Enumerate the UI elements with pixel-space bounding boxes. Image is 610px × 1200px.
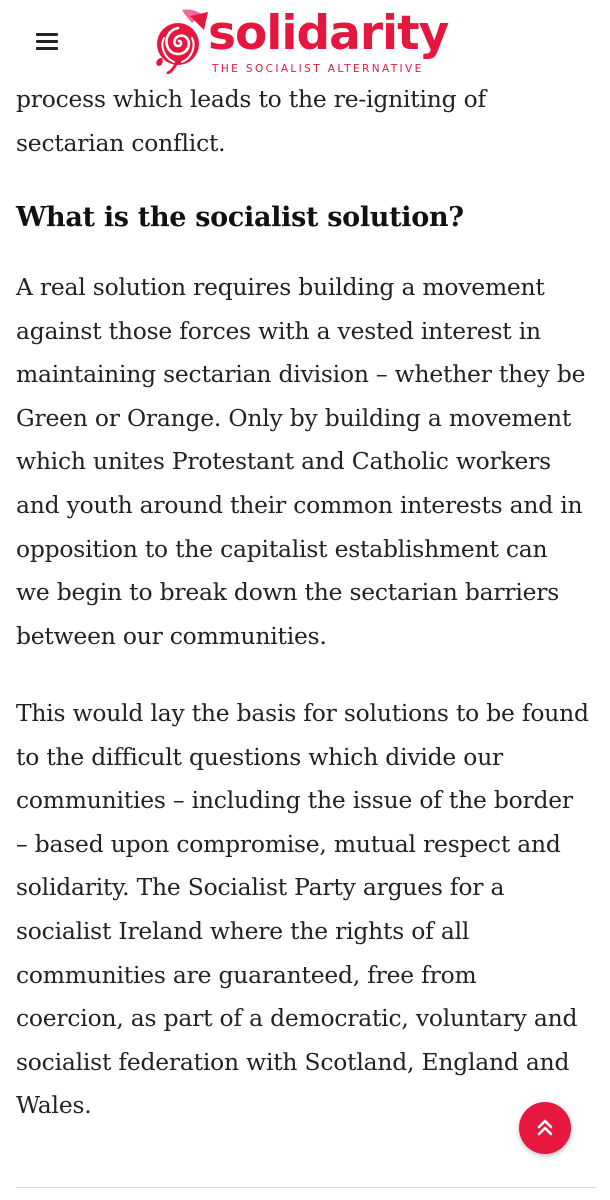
text-line: which unites Protestant and Catholic workers <box>16 447 551 476</box>
text-line: we begin to break down the sectarian barriers <box>16 578 560 607</box>
hamburger-menu-icon <box>36 33 58 36</box>
double-chevron-up-icon <box>535 1117 555 1139</box>
text-line: between our communities. <box>16 621 327 650</box>
hamburger-menu-icon-middle <box>36 40 58 43</box>
logo-tagline: THE SOCIALIST ALTERNATIVE <box>212 63 424 75</box>
section-heading: What is the socialist solution? <box>16 202 464 233</box>
text-line: to the difficult questions which divide our <box>16 742 504 771</box>
text-line: maintaining sectarian division – whether they be <box>16 360 586 389</box>
text-line: socialist Ireland where the rights of all <box>16 916 470 945</box>
menu-button[interactable] <box>33 27 63 53</box>
text-line: – based upon compromise, mutual respect and <box>16 829 561 858</box>
text-line: and youth around their common interests and in <box>16 490 583 519</box>
article-paragraph <box>16 78 486 165</box>
logo-wordmark: solidarity <box>208 6 449 61</box>
text-line: process which leads to the re-igniting of <box>16 85 486 113</box>
site-header <box>0 0 610 84</box>
article-paragraph <box>16 266 585 658</box>
text-line: communities – including the issue of the border <box>16 786 573 815</box>
text-line: solidarity. The Socialist Party argues for a <box>16 873 505 902</box>
text-line: Wales. <box>16 1091 92 1120</box>
site-logo[interactable] <box>150 0 470 80</box>
hamburger-menu-icon-bottom <box>36 47 58 50</box>
text-line: sectarian conflict. <box>16 128 226 157</box>
scroll-to-top-button[interactable] <box>519 1102 571 1154</box>
text-line: opposition to the capitalist establishment can <box>16 534 548 563</box>
divider <box>16 1187 596 1188</box>
text-line: communities are guaranteed, free from <box>16 960 477 989</box>
article-paragraph <box>16 692 589 1128</box>
rose-emblem-icon <box>152 8 214 74</box>
text-line: This would lay the basis for solutions to be found <box>16 699 589 727</box>
text-line: socialist federation with Scotland, England and <box>16 1047 570 1076</box>
text-line: against those forces with a vested interest in <box>16 316 541 345</box>
text-line: A real solution requires building a movement <box>16 273 545 301</box>
text-line: Green or Orange. Only by building a movement <box>16 403 572 432</box>
text-line: coercion, as part of a democratic, voluntary and <box>16 1004 578 1033</box>
